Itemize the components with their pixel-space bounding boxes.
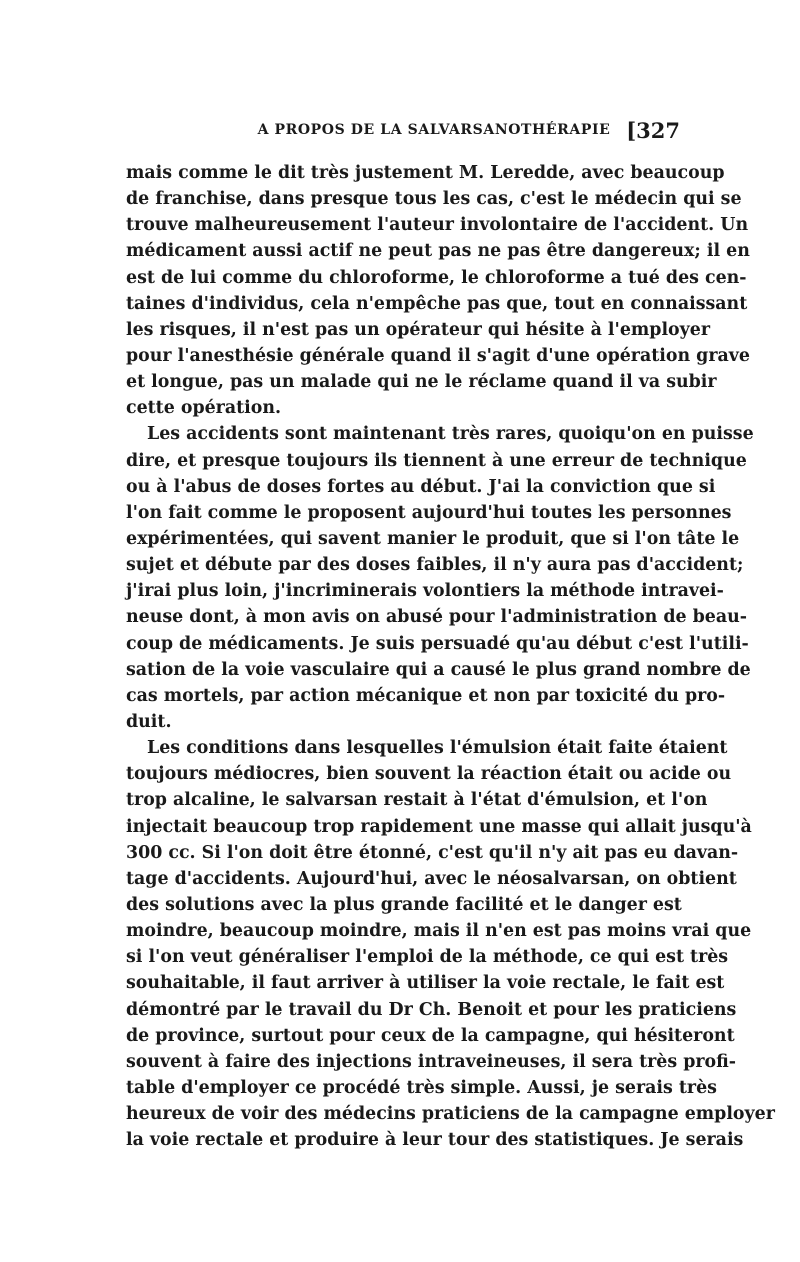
text-line: les risques, il n'est pas un opérateur qui hésite à l'employer	[126, 319, 710, 340]
text-line: neuse dont, à mon avis on abusé pour l'administration de beau-	[126, 607, 747, 628]
text-line: et longue, pas un malade qui ne le réclame quand il va subir	[126, 372, 717, 393]
text-line: injectait beaucoup trop rapidement une masse qui allait jusqu'à	[126, 816, 752, 837]
text-line: pour l'anesthésie générale quand il s'agit d'une opération grave	[126, 345, 750, 366]
text-line: médicament aussi actif ne peut pas ne pas être dangereux; il en	[126, 241, 750, 262]
text-line: cette opération.	[126, 398, 282, 419]
text-line: sujet et débute par des doses faibles, il n'y aura pas d'accident;	[126, 555, 744, 576]
text-line: de province, surtout pour ceux de la campagne, qui hésiteront	[126, 1025, 735, 1046]
text-line: ou à l'abus de doses fortes au début. J'ai la conviction que si	[126, 476, 716, 497]
text-line: trouve malheureusement l'auteur involontaire de l'accident. Un	[126, 215, 749, 236]
page-number: [327	[626, 118, 680, 143]
text-line: démontré par le travail du Dr Ch. Benoit et pour les praticiens	[126, 999, 737, 1020]
text-line: coup de médicaments. Je suis persuadé qu'au début c'est l'utili-	[126, 633, 749, 654]
text-line: des solutions avec la plus grande facilité et le danger est	[126, 894, 682, 915]
text-line: la voie rectale et produire à leur tour des statistiques. Je serais	[126, 1130, 744, 1151]
text-line: taines d'individus, cela n'empêche pas que, tout en connaissant	[126, 293, 748, 314]
text-line: moindre, beaucoup moindre, mais il n'en est pas moins vrai que	[126, 921, 752, 942]
text-line: heureux de voir des médecins praticiens de la campagne employer	[126, 1104, 775, 1125]
text-line: duit.	[126, 711, 172, 732]
text-line: est de lui comme du chloroforme, le chloroforme a tué des cen-	[126, 267, 747, 288]
text-line: Les conditions dans lesquelles l'émulsion était faite étaient	[147, 738, 728, 759]
running-head	[128, 118, 680, 146]
text-line: trop alcaline, le salvarsan restait à l'état d'émulsion, et l'on	[126, 790, 708, 811]
text-line: cas mortels, par action mécanique et non par toxicité du pro-	[126, 685, 726, 706]
text-line: table d'employer ce procédé très simple. Aussi, je serais très	[126, 1077, 717, 1098]
text-line: de franchise, dans presque tous les cas, c'est le médecin qui se	[126, 189, 742, 210]
text-line: dire, et presque toujours ils tiennent à une erreur de technique	[126, 450, 747, 471]
text-line: tage d'accidents. Aujourd'hui, avec le néosalvarsan, on obtient	[126, 868, 737, 889]
text-line: souvent à faire des injections intraveineuses, il sera très profi-	[126, 1051, 736, 1072]
text-line: mais comme le dit très justement M. Leredde, avec beaucoup	[126, 163, 725, 183]
text-line: souhaitable, il faut arriver à utiliser la voie rectale, le fait est	[126, 973, 725, 994]
text-line: l'on fait comme le proposent aujourd'hui toutes les personnes	[126, 502, 732, 523]
text-line: si l'on veut généraliser l'emploi de la méthode, ce qui est très	[126, 947, 729, 968]
text-line: expérimentées, qui savent manier le produit, que si l'on tâte le	[126, 528, 740, 549]
text-line: toujours médiocres, bien souvent la réaction était ou acide ou	[126, 764, 732, 785]
text-line: sation de la voie vasculaire qui a causé le plus grand nombre de	[126, 659, 751, 680]
text-line: Les accidents sont maintenant très rares, quoiqu'on en puisse	[147, 424, 754, 445]
text-line: 300 cc. Si l'on doit être étonné, c'est qu'il n'y ait pas eu davan-	[126, 842, 739, 863]
text-line: j'irai plus loin, j'incriminerais volontiers la méthode intravei-	[126, 581, 724, 602]
running-title: A PROPOS DE LA SALVARSANOTHÉRAPIE	[257, 122, 611, 138]
body-text	[126, 160, 775, 1153]
